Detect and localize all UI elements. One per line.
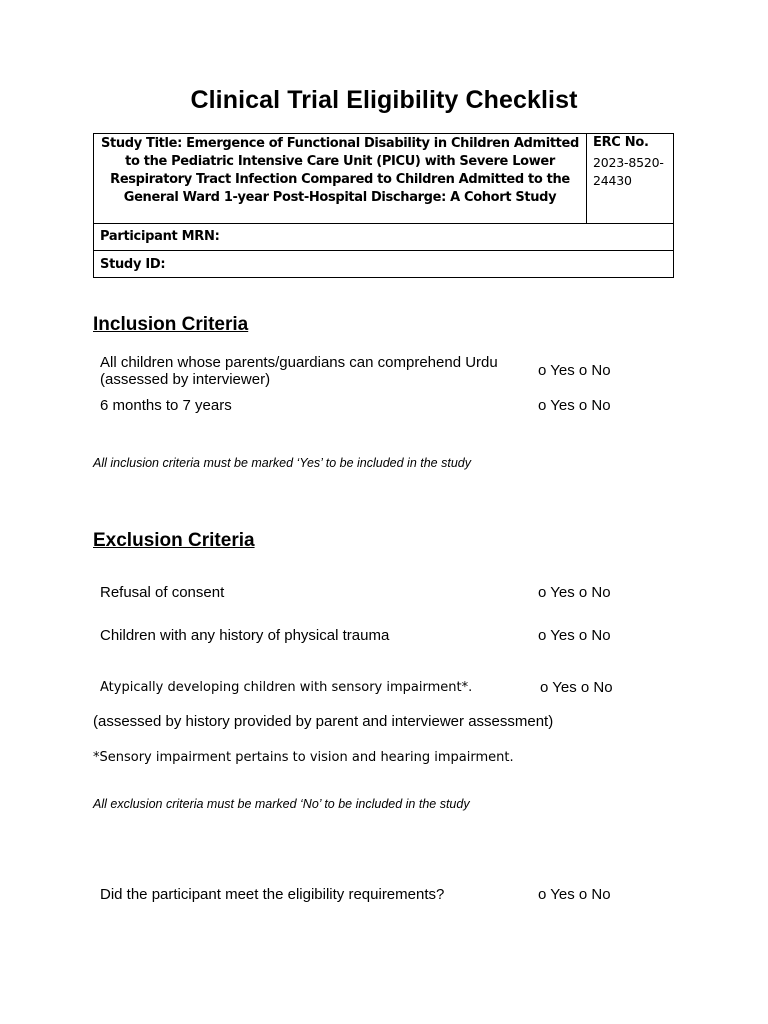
exclusion-item: Atypically developing children with sensory impairment*. bbox=[100, 680, 473, 695]
study-id-label: Study ID: bbox=[100, 257, 166, 272]
inclusion-heading: Inclusion Criteria bbox=[93, 314, 249, 335]
inclusion-yes-no[interactable]: o Yes o No bbox=[538, 397, 611, 414]
inclusion-item: 6 months to 7 years bbox=[100, 397, 232, 414]
study-title: Study Title: Emergence of Functional Disability in Children Admitted to the Pediatric Intensive Care Unit (PICU) with Severe Lower Respiratory Tract Infection Compared to Children Admitted to the General Ward 1-year Post-Hospital Discharge: A Cohort Study bbox=[101, 136, 579, 205]
table-divider-vertical bbox=[586, 134, 587, 223]
final-question: Did the participant meet the eligibility requirements? bbox=[100, 886, 445, 903]
exclusion-note: All exclusion criteria must be marked ‘No’ to be included in the study bbox=[93, 797, 470, 811]
page-title: Clinical Trial Eligibility Checklist bbox=[190, 86, 578, 114]
exclusion-item: Children with any history of physical trauma bbox=[100, 627, 390, 644]
table-divider-horizontal bbox=[94, 223, 673, 224]
exclusion-item: Refusal of consent bbox=[100, 584, 225, 601]
exclusion-yes-no[interactable]: o Yes o No bbox=[538, 584, 611, 601]
inclusion-note: All inclusion criteria must be marked ‘Yes’ to be included in the study bbox=[93, 456, 471, 470]
table-divider-horizontal bbox=[94, 250, 673, 251]
exclusion-yes-no[interactable]: o Yes o No bbox=[540, 679, 613, 696]
exclusion-yes-no[interactable]: o Yes o No bbox=[538, 627, 611, 644]
inclusion-yes-no[interactable]: o Yes o No bbox=[538, 362, 611, 379]
inclusion-item: All children whose parents/guardians can comprehend Urdu (assessed by interviewer) bbox=[100, 354, 498, 388]
study-info-table bbox=[93, 133, 674, 278]
erc-label: ERC No. bbox=[593, 135, 649, 150]
final-yes-no[interactable]: o Yes o No bbox=[538, 886, 611, 903]
participant-mrn-label: Participant MRN: bbox=[100, 229, 220, 244]
erc-value: 2023-8520-24430 bbox=[593, 155, 664, 188]
exclusion-assessment-note: (assessed by history provided by parent and interviewer assessment) bbox=[93, 713, 554, 730]
sensory-footnote: *Sensory impairment pertains to vision and hearing impairment. bbox=[93, 750, 514, 765]
exclusion-heading: Exclusion Criteria bbox=[93, 530, 255, 551]
